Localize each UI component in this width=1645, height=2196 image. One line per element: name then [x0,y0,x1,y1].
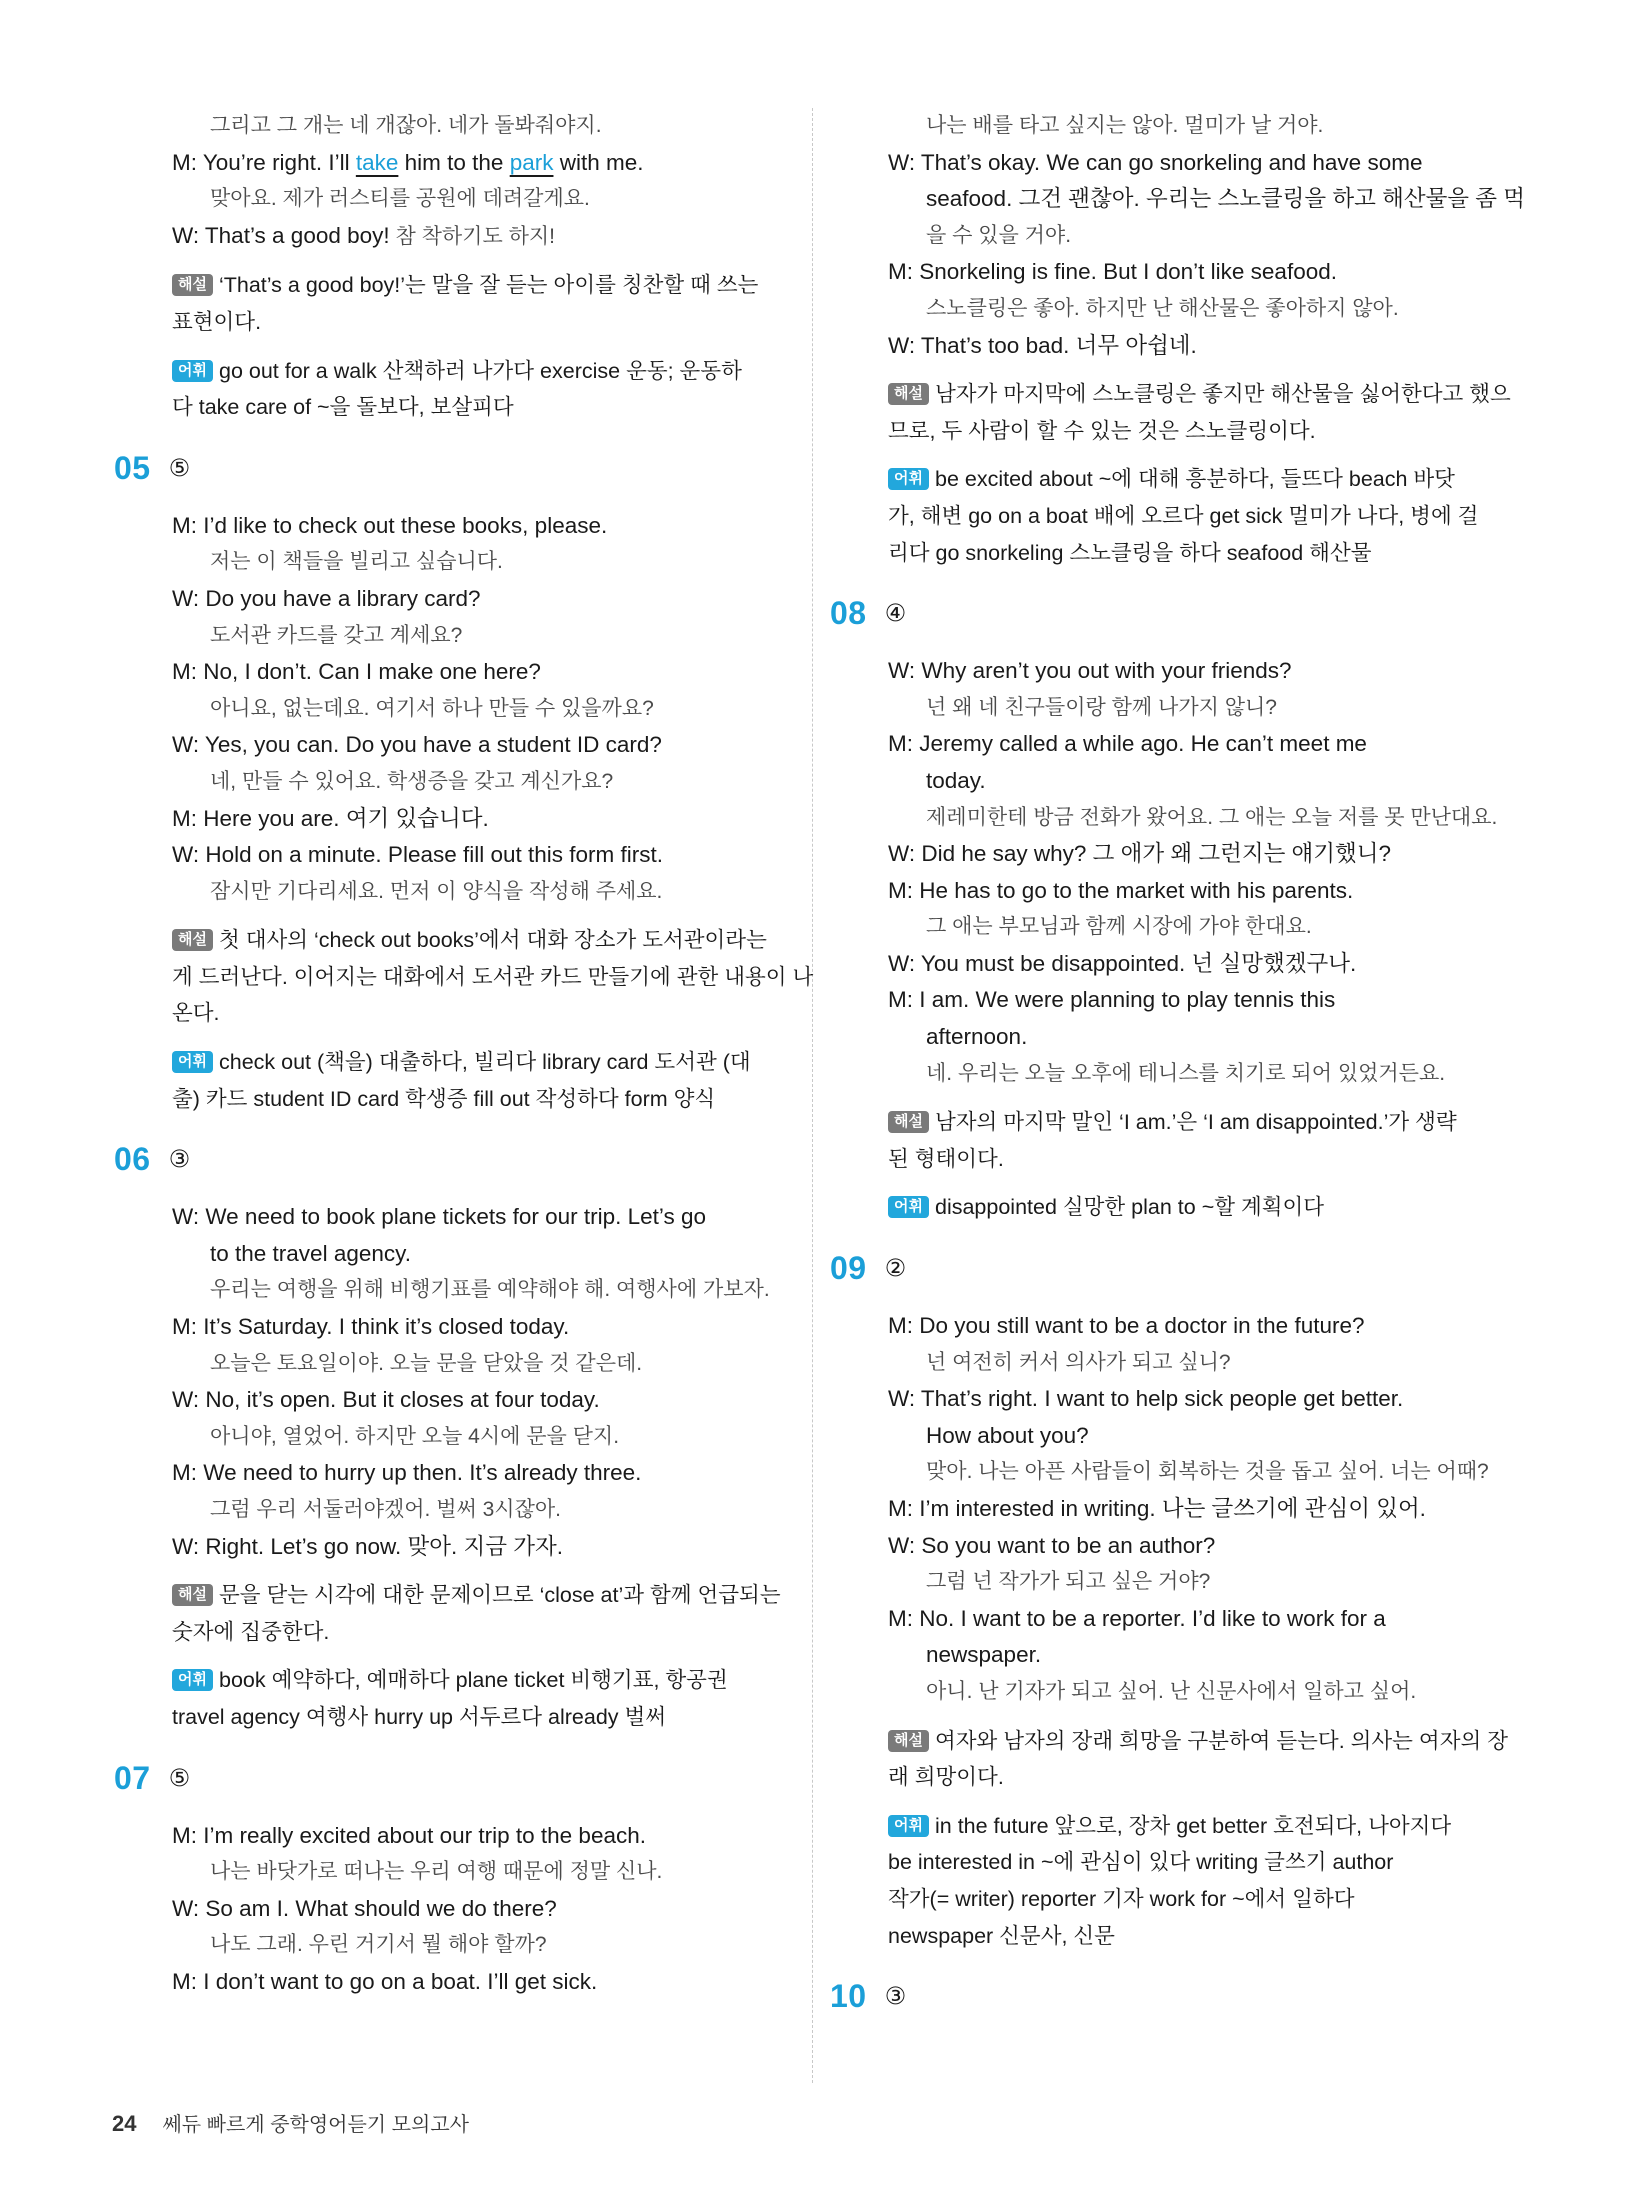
question-header [830,595,1503,635]
eohwi-badge: 어휘 [172,1051,213,1073]
dialogue-line: M: We need to hurry up then. It’s already three. [172,1460,642,1486]
dialogue-line: W: So you want to be an author? [888,1532,1216,1558]
note-text: 된 형태이다. [888,1146,1004,1171]
answer-choice: ③ [168,1146,191,1174]
dialogue-block [888,1308,1503,1711]
note-text: 숫자에 집중한다. [172,1619,330,1644]
note-text: 문을 닫는 시각에 대한 문제이므로 ‘close at’과 함께 언급되는 [218,1583,781,1608]
dialogue-line: M: I’d like to check out these books, please. [172,512,608,538]
haesul-badge: 해설 [172,929,213,951]
right-column [830,108,1526,2036]
dialogue-line: M: I don’t want to go on a boat. I’ll get sick. [172,1968,598,1994]
translation-line: 그럼 우리 서둘러야겠어. 벌써 3시잖아. [210,1498,561,1521]
dialogue-line: W: That’s right. I want to help sick people get better. [888,1386,1404,1412]
answer-choice: ③ [884,1983,907,2011]
haesul-badge: 해설 [172,1584,213,1606]
note-text: in the future 앞으로, 장차 get better 호전되다, 나아지다 [934,1813,1452,1838]
note-text: 출) 카드 student ID card 학생증 fill out 작성하다 form 양식 [172,1086,716,1111]
note-text: go out for a walk 산책하러 나가다 exercise 운동; 운동하 [218,358,742,383]
dialogue-line: M: I’m interested in writing. 나는 글쓰기에 관심이 있어. [888,1496,1426,1521]
dialogue-line: How about you? [926,1422,1089,1448]
note-text: ‘That’s a good boy!’는 말을 잘 듣는 아이를 칭찬할 때 쓰는 [218,273,759,298]
haesul-badge: 해설 [888,1111,929,1133]
vocabulary-note [172,1044,787,1117]
vocabulary-note [172,1662,787,1735]
note-text: 온다. [172,1001,220,1026]
translation-line: 스노클링은 좋아. 하지만 난 해산물은 좋아하지 않아. [926,296,1399,320]
note-text: 남자의 마지막 말인 ‘I am.’은 ‘I am disappointed.’가 생략 [934,1110,1457,1135]
text-segment: 참 착하기도 하지! [389,224,555,248]
book-title: 쎄듀 빠르게 중학영어듣기 모의고사 [162,2114,469,2136]
note-text: 여자와 남자의 장래 희망을 구분하여 듣는다. 의사는 여자의 장 [934,1728,1508,1753]
question-header [830,1250,1503,1290]
dialogue-block [888,653,1503,1092]
dialogue-line: M: Do you still want to be a doctor in the future? [888,1313,1365,1339]
answer-choice: ④ [884,600,907,628]
question-number: 07 [114,1759,151,1796]
note-text: be interested in ~에 관심이 있다 writing 글쓰기 author [888,1850,1394,1875]
translation-line: 우리는 여행을 위해 비행기표를 예약해야 해. 여행사에 가보자. [210,1278,770,1302]
eohwi-badge: 어휘 [172,360,213,382]
text-segment: M: You’re right. I’ll [172,149,356,175]
note-text: be excited about ~에 대해 흥분하다, 들뜨다 beach 바닷 [934,467,1455,492]
vocabulary-note [888,1808,1503,1954]
dialogue-line [172,145,787,182]
translation-line: 네. 우리는 오늘 오후에 테니스를 치기로 되어 있었거든요. [926,1061,1446,1085]
note-text: 다 take care of ~을 돌보다, 보살피다 [172,395,514,420]
explanation-note [888,1723,1508,1796]
dialogue-line: M: He has to go to the market with his parents. [888,877,1354,903]
dialogue-line: W: Right. Let’s go now. 맞아. 지금 가자. [172,1533,563,1559]
dialogue-line: M: Snorkeling is fine. But I don’t like seafood. [888,259,1337,285]
answer-choice: ⑤ [168,1764,191,1792]
eohwi-badge: 어휘 [888,1196,929,1218]
explanation-note [888,1104,1503,1177]
dialogue-line: W: Yes, you can. Do you have a student ID card? [172,732,662,758]
text-segment: with me. [553,149,644,175]
answer-choice: ② [884,1255,907,1283]
note-text: 리다 go snorkeling 스노클링을 하다 seafood 해산물 [888,540,1372,565]
eohwi-badge: 어휘 [172,1669,213,1691]
dialogue-line: W: No, it’s open. But it closes at four today. [172,1387,600,1413]
dialogue-block [172,1199,787,1565]
note-text: book 예약하다, 예매하다 plane ticket 비행기표, 항공권 [218,1668,728,1693]
dialogue-line: M: Jeremy called a while ago. He can’t meet me [888,731,1367,757]
haesul-badge: 해설 [888,1730,929,1752]
translation-line: 저는 이 책들을 빌리고 싶습니다. [210,550,503,574]
haesul-badge: 해설 [888,383,929,405]
dialogue-line: M: I’m really excited about our trip to the beach. [172,1822,646,1848]
note-text: 첫 대사의 ‘check out books’에서 대화 장소가 도서관이라는 [218,928,767,953]
vocabulary-note [172,353,787,426]
question-number: 09 [830,1250,867,1287]
dialogue-line: afternoon. [926,1024,1028,1050]
dialogue-line: M: Here you are. 여기 있습니다. [172,805,489,831]
translation-line: 그리고 그 개는 네 개잖아. 네가 돌봐줘야지. [210,114,602,137]
question-header [830,1978,1503,2018]
question-header [114,1760,787,1800]
question-header [114,1141,787,1181]
dialogue-line: W: That’s okay. We can go snorkeling and have some [888,149,1423,175]
dialogue-line: M: No. I want to be a reporter. I’d like to work for a [888,1605,1386,1631]
dialogue-line: W: Why aren’t you out with your friends? [888,658,1292,684]
note-text: 게 드러난다. 이어지는 대화에서 도서관 카드 만들기에 관한 내용이 나 [172,964,814,989]
eohwi-badge: 어휘 [888,468,929,490]
dialogue-line: newspaper. [926,1642,1042,1668]
note-text: 므로, 두 사람이 할 수 있는 것은 스노클링이다. [888,418,1316,443]
note-text: travel agency 여행사 hurry up 서두르다 already 벌써 [172,1704,667,1729]
question-number: 10 [830,1978,867,2015]
translation-line: 아니. 난 기자가 되고 싶어. 난 신문사에서 일하고 싶어. [926,1679,1417,1703]
page-number: 24 [112,2111,137,2136]
dialogue-line: M: No, I don’t. Can I make one here? [172,659,541,685]
dialogue-line: W: That’s too bad. 너무 아쉽네. [888,332,1197,358]
dialogue-line: W: We need to book plane tickets for our trip. Let’s go [172,1204,707,1230]
translation-line: 오늘은 토요일이야. 오늘 문을 닫았을 것 같은데. [210,1351,643,1375]
dialogue-line: W: Did he say why? 그 애가 왜 그런지는 얘기했니? [888,841,1392,867]
translation-line: 넌 여전히 커서 의사가 되고 싶니? [926,1350,1231,1374]
dialogue-block [172,1818,787,2001]
explanation-note [172,267,787,340]
translation-line: 네, 만들 수 있어요. 학생증을 갖고 계신가요? [210,769,614,793]
text-segment: W: That’s a good boy! [172,222,390,248]
haesul-badge: 해설 [172,274,213,296]
translation-line: 맞아요. 제가 러스티를 공원에 데려갈게요. [210,187,590,211]
dialogue-line: to the travel agency. [210,1240,411,1266]
translation-line: 도서관 카드를 갖고 계세요? [210,623,463,647]
answer-choice: ⑤ [168,454,191,482]
left-column [114,108,814,2001]
explanation-note [888,376,1511,449]
dialogue-line: W: Do you have a library card? [172,585,481,611]
translation-line: 아니야, 열었어. 하지만 오늘 4시에 문을 닫지. [210,1424,620,1448]
translation-line: 나도 그래. 우린 거기서 뭘 해야 할까? [210,1933,547,1957]
question-number: 06 [114,1141,151,1178]
translation-line: 제레미한테 방금 전화가 왔어요. 그 애는 오늘 저를 못 만난대요. [926,805,1498,829]
translation-line: 을 수 있을 거야. [926,223,1072,247]
dialogue-line: M: I am. We were planning to play tennis this [888,987,1336,1013]
translation-line: 나는 배를 타고 싶지는 않아. 멀미가 날 거야. [926,114,1324,137]
blank-answer: park [509,149,554,175]
note-text: disappointed 실망한 plan to ~할 계획이다 [934,1195,1325,1220]
note-text: 가, 해변 go on a boat 배에 오르다 get sick 멀미가 나다, 병에 걸 [888,503,1479,528]
note-text: 표현이다. [172,309,262,334]
note-text: check out (책을) 대출하다, 빌리다 library card 도서관 (대 [218,1050,751,1075]
note-text: 남자가 마지막에 스노클링은 좋지만 해산물을 싫어한다고 했으 [934,382,1511,407]
column-divider [812,108,813,2083]
dialogue-line: M: It’s Saturday. I think it’s closed today. [172,1314,570,1340]
eohwi-badge: 어휘 [888,1815,929,1837]
translation-line: 아니요, 없는데요. 여기서 하나 만들 수 있을까요? [210,696,654,720]
dialogue-line: W: You must be disappointed. 넌 실망했겠구나. [888,950,1357,976]
dialogue-line: today. [926,767,986,793]
explanation-note [172,922,814,1032]
translation-line: 그 애는 부모님과 함께 시장에 가야 한대요. [926,915,1312,939]
note-text: newspaper 신문사, 신문 [888,1923,1115,1948]
page-footer [112,2108,469,2137]
dialogue-line [172,218,787,256]
translation-line: 넌 왜 네 친구들이랑 함께 나가지 않니? [926,695,1277,719]
note-text: 작가(= writer) reporter 기자 work for ~에서 일하다 [888,1886,1355,1911]
dialogue-line: seafood. 그건 괜찮아. 우리는 스노클링을 하고 해산물을 좀 먹 [926,186,1526,212]
question-number: 08 [830,595,867,632]
translation-line: 그럼 넌 작가가 되고 싶은 거야? [926,1570,1211,1594]
question-header [114,450,787,490]
note-text: 래 희망이다. [888,1765,1004,1790]
explanation-note [172,1577,787,1650]
translation-line: 잠시만 기다리세요. 먼저 이 양식을 작성해 주세요. [210,879,663,903]
dialogue-block [888,108,1526,364]
question-number: 05 [114,449,151,486]
blank-answer: take [355,149,399,175]
translation-line: 맞아. 나는 아픈 사람들이 회복하는 것을 돕고 싶어. 너는 어때? [926,1460,1489,1484]
translation-line: 나는 바닷가로 떠나는 우리 여행 때문에 정말 신나. [210,1860,663,1884]
dialogue-line: W: Hold on a minute. Please fill out this form first. [172,842,664,868]
vocabulary-note [888,1189,1503,1226]
dialogue-block [172,508,787,911]
vocabulary-note [888,461,1503,571]
text-segment: him to the [398,149,510,175]
dialogue-line: W: So am I. What should we do there? [172,1895,557,1921]
